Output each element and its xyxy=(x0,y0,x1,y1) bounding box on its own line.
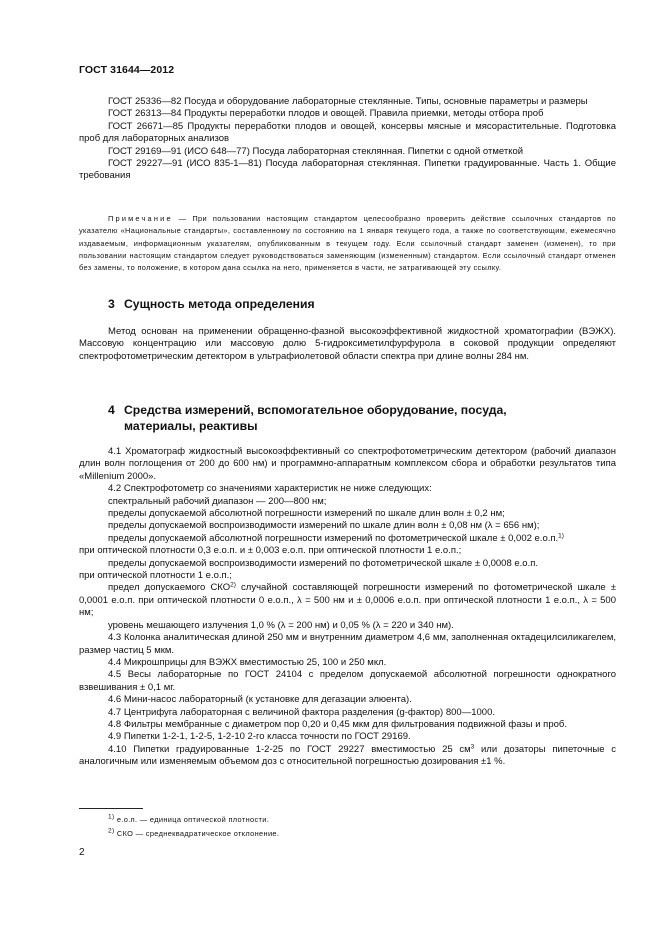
clause-4-6: 4.6 Мини-насос лабораторный (к установке для дегазации элюента). xyxy=(108,694,412,706)
spectrophotometer-spec: пределы допускаемой воспроизводимости измерений по фотометрической шкале ± 0,0008 е.о.п. xyxy=(108,557,539,569)
clause-4-5: 4.5 Весы лабораторные по ГОСТ 24104 с пределом допускаемой абсолютной погрешности однократного взвешивания ± 0,1 мг. xyxy=(79,669,616,693)
footnote-divider xyxy=(79,808,143,809)
reference-item: ГОСТ 25336—82 Посуда и оборудование лабораторные стеклянные. Типы, основные параметры и размеры xyxy=(108,96,588,107)
clause-4-3: 4.3 Колонка аналитическая длиной 250 мм и внутренним диаметром 4,6 мм, заполненная октадецилсиликагелем, размер частиц 5 мкм. xyxy=(79,632,616,656)
spectrophotometer-spec-cont: при оптической плотности 0,3 е.о.п. и ± 0,003 е.о.п. при оптической плотности 1 е.о.п.; xyxy=(79,545,462,557)
clause-4-1: 4.1 Хроматограф жидкостный высокоэффективный со спектрофотометрическим детектором (рабочий диапазон длин волн поглощения от 200 до 600 нм) и программно-аппаратным комплексом сбора и обработки результатов типа «Millenium 2000». xyxy=(79,446,616,482)
section-title: Сущность метода определения xyxy=(124,297,315,311)
section-title-line-2: материалы, реактивы xyxy=(124,419,258,433)
section-title-line-1: Средства измерений, вспомогательное оборудование, посуда, xyxy=(124,403,507,417)
section-3-body xyxy=(79,326,616,363)
paragraph: Метод основан на применении обращенно-фазной высокоэффективной жидкостной хроматографии (ВЭЖХ). Массовую концентрацию или массовую долю 5-гидроксиметилфурфурола в соковой продукции определяют спектрофотометрическим детектором в ультрафиолетовой области спектра при длине волны 284 нм. xyxy=(79,326,616,362)
section-3-heading xyxy=(108,296,588,312)
footnote-item: $^{2)}$ СКО — среднеквадратическое отклонение. xyxy=(108,827,280,838)
clause-4-2: 4.2 Спектрофотометр со значениями характеристик не ниже следующих: xyxy=(108,483,432,495)
note-label: Примечание xyxy=(108,214,173,223)
clause-4-9: 4.9 Пипетки 1-2-1, 1-2-5, 1-2-10 2-го класса точности по ГОСТ 29169. xyxy=(108,731,411,743)
superscript-3: 3 xyxy=(470,743,475,751)
normative-references-list xyxy=(79,96,616,183)
spectrophotometer-spec: уровень мешающего излучения 1,0 % (λ = 200 нм) и 0,05 % (λ = 220 и 340 нм). xyxy=(108,619,454,631)
section-4-heading xyxy=(108,402,588,434)
spectrophotometer-spec-cont: при оптической плотности 1 е.о.п.; xyxy=(79,570,232,582)
reference-note xyxy=(79,213,616,274)
spectrophotometer-spec: предел допускаемого СКО$^{2)}$ случайной составляющей погрешности измерений по фотометрической шкале ± 0,0001 е.о.п. при оптической плотности 0 е.о.п., λ = 500 нм и ± 0,0006 е.о.п. при оптической плотности 1 е.о.п., λ = 500 нм; xyxy=(79,581,616,619)
standard-code-header: ГОСТ 31644—2012 xyxy=(79,64,175,76)
spectrophotometer-spec: пределы допускаемой абсолютной погрешности измерений по фотометрической шкале ± 0,002 е.о.п.$^{1)}$ xyxy=(108,532,564,544)
section-number: 4 xyxy=(108,403,115,417)
section-number: 3 xyxy=(108,297,115,311)
reference-item: ГОСТ 26313—84 Продукты переработки плодов и овощей. Правила приемки, методы отбора проб xyxy=(108,108,544,120)
clause-4-8: 4.8 Фильтры мембранные с диаметром пор 0,20 и 0,45 мкм для фильтрования подвижной фазы и проб. xyxy=(108,718,567,730)
footnote-item: $^{1)}$ е.о.п. — единица оптической плотности. xyxy=(108,813,270,824)
clause-4-4: 4.4 Микрошприцы для ВЭЖХ вместимостью 25, 100 и 250 мкл. xyxy=(108,656,387,668)
footnote-ref-1: 1) xyxy=(558,532,564,540)
clause-4-7: 4.7 Центрифуга лабораторная с величиной фактора разделения (g-фактор) 800—1000. xyxy=(108,706,495,718)
page-number: 2 xyxy=(79,847,85,858)
section-4-body xyxy=(79,446,616,769)
footnote-ref-2: 2) xyxy=(230,581,236,589)
spectrophotometer-spec: пределы допускаемой абсолютной погрешности измерений по шкале длин волн ± 0,2 нм; xyxy=(108,508,505,520)
reference-item: ГОСТ 26671—85 Продукты переработки плодов и овощей, консервы мясные и мясорастительные. Подготовка проб для лабораторных анализов xyxy=(79,120,616,145)
spectrophotometer-spec: пределы допускаемой воспроизводимости измерений по шкале длин волн ± 0,08 нм (λ = 656 нм); xyxy=(108,520,540,532)
footnotes xyxy=(79,813,616,840)
reference-item: ГОСТ 29227—91 (ИСО 835-1—81) Посуда лабораторная стеклянная. Пипетки градуированные. Часть 1. Общие требования xyxy=(79,158,616,182)
note-text: — При пользовании настоящим стандартом целесообразно проверить действие ссылочных стандартов по указателю «Национальные стандарты», составленному по состоянию на 1 января текущего года, а также по соответствующим, ежемесячно издаваемым, информационным указателям, опубликованным в текущем году. Если ссылочный стандарт заменен (изменен), то при пользовании настоящим стандартом следует руководствоваться заменяющим (измененным) стандартом. Если ссылочный стандарт отменен без замены, то положение, в котором дана ссылка на него, применяется в части, не затрагивающей эту ссылку. xyxy=(79,214,616,273)
reference-item: ГОСТ 29169—91 (ИСО 648—77) Посуда лабораторная стеклянная. Пипетки с одной отметкой xyxy=(108,145,524,157)
clause-4-10: 4.10 Пипетки градуированные 1-2-25 по ГОСТ 29227 вместимостью 25 $см^3$ или дозаторы пипеточные с аналогичным или изменяемым объемом доз с относительной погрешностью дозирования ±1 %. xyxy=(79,743,616,768)
spectrophotometer-spec: спектральный рабочий диапазон — 200—800 нм; xyxy=(108,495,327,507)
